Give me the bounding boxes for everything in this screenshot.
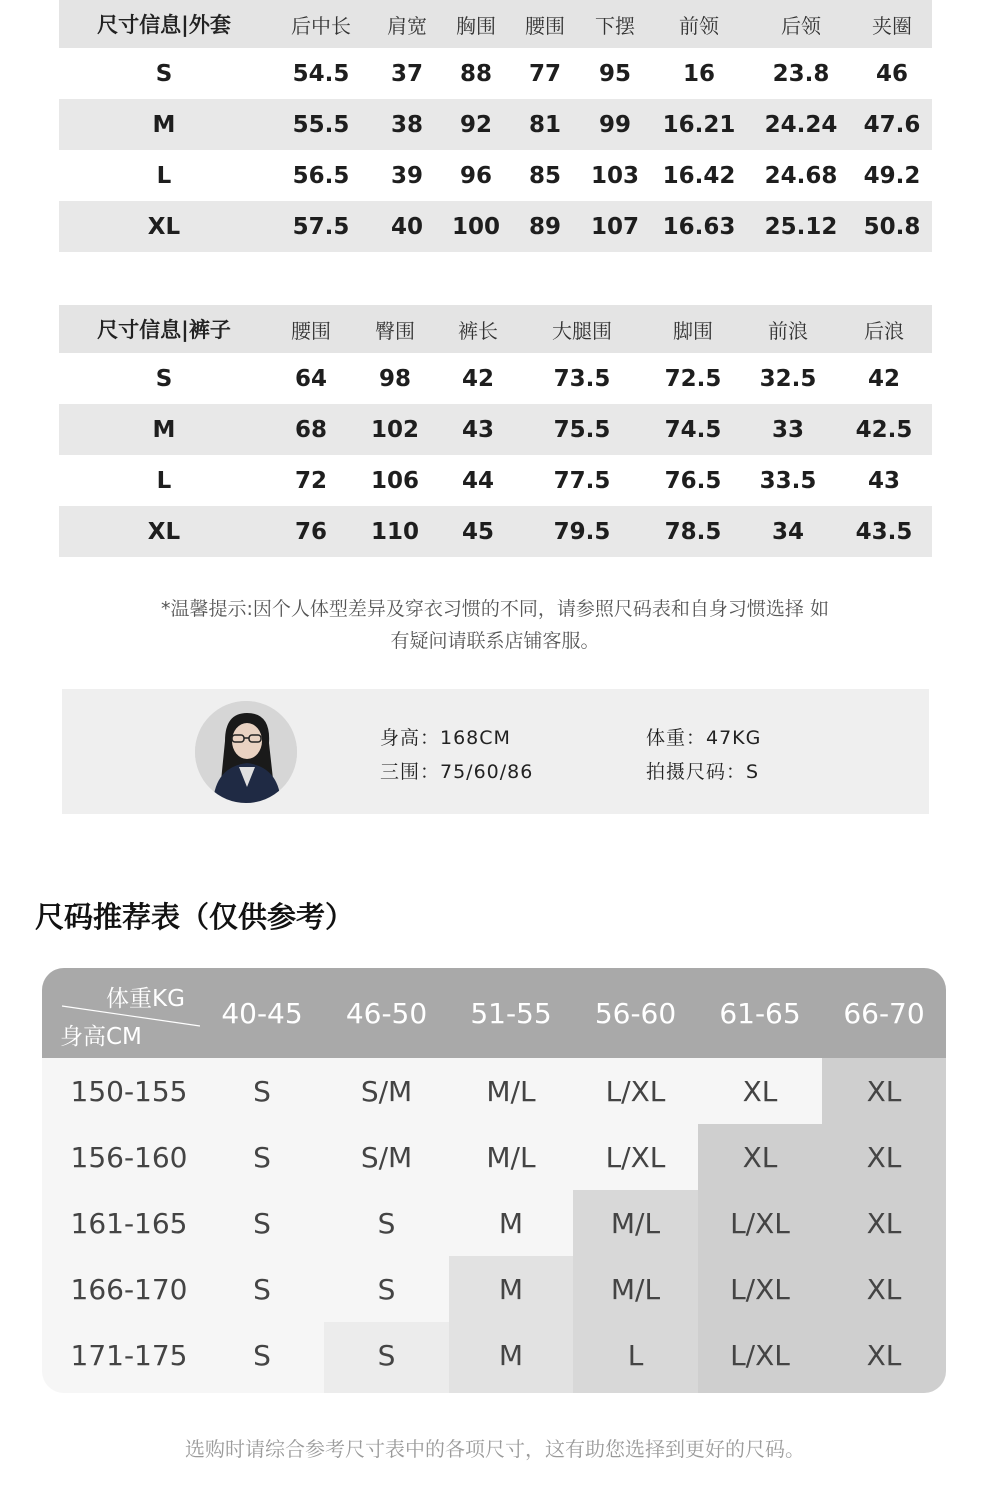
table-cell: 16.21 <box>662 111 736 138</box>
header-cell: 裤长 <box>458 318 498 343</box>
table-row <box>59 99 932 150</box>
size-recommendation-cell: M/L <box>486 1140 536 1174</box>
size-recommendation-cell: L/XL <box>605 1074 666 1108</box>
size-recommendation-cell: XL <box>866 1140 902 1174</box>
table-row <box>59 455 932 506</box>
size-cell: S <box>155 365 173 392</box>
table-row <box>59 201 932 252</box>
size-recommendation-cell: XL <box>742 1140 778 1174</box>
table-cell: 40 <box>390 213 423 240</box>
table-cell: 81 <box>528 111 561 138</box>
header-cell: 下摆 <box>595 13 635 38</box>
header-cell: 腰围 <box>291 318 331 343</box>
size-recommendation-cell: S/M <box>360 1074 413 1108</box>
sizing-tip <box>60 593 930 657</box>
table-row <box>59 353 932 404</box>
table-cell: 72 <box>294 467 327 494</box>
table-cell: 46 <box>875 60 908 87</box>
size-recommendation-cell: M/L <box>610 1272 661 1306</box>
size-recommendation-cell: S <box>377 1338 396 1372</box>
header-cell: 胸围 <box>456 13 496 38</box>
size-recommend-table <box>42 968 946 1393</box>
header-cell: 脚围 <box>673 318 713 343</box>
header-cell: 前浪 <box>768 318 808 343</box>
weight-range-header: 56-60 <box>594 996 677 1030</box>
header-cell: 尺寸信息|外套 <box>97 13 231 37</box>
corner-height-label: 身高CM <box>60 1023 142 1050</box>
corner-weight-label: 体重KG <box>106 985 185 1012</box>
table-row <box>59 150 932 201</box>
table-cell: 38 <box>390 111 423 138</box>
table-cell: 95 <box>598 60 631 87</box>
header-cell: 后中长 <box>291 13 351 38</box>
table-cell: 25.12 <box>764 213 838 240</box>
table-cell: 24.24 <box>764 111 838 138</box>
table-cell: 39 <box>390 162 423 189</box>
table-cell: 107 <box>590 213 639 240</box>
table-cell: 79.5 <box>553 518 611 545</box>
table-cell: 74.5 <box>664 416 722 443</box>
table-row <box>59 404 932 455</box>
model-portrait-icon <box>195 701 297 803</box>
table-cell: 98 <box>378 365 411 392</box>
size-recommendation-cell: XL <box>866 1272 902 1306</box>
size-recommendation-cell: XL <box>866 1206 902 1240</box>
table-cell: 24.68 <box>764 162 838 189</box>
table-cell: 44 <box>461 467 494 494</box>
table-cell: 102 <box>370 416 419 443</box>
size-recommendation-cell: M <box>498 1272 524 1306</box>
table-cell: 34 <box>771 518 804 545</box>
size-recommendation-cell: S <box>377 1272 396 1306</box>
size-recommendation-cell: S <box>377 1206 396 1240</box>
table-cell: 89 <box>528 213 561 240</box>
table-header-row <box>59 0 932 48</box>
size-recommendation-cell: XL <box>742 1074 778 1108</box>
table-cell: 73.5 <box>553 365 611 392</box>
size-recommendation-cell: M/L <box>610 1206 661 1240</box>
table-cell: 42.5 <box>855 416 913 443</box>
table-cell: 16.42 <box>662 162 736 189</box>
tip-line-1: *温馨提示:因个人体型差异及穿衣习惯的不同，请参照尺码表和自身习惯选择 如 <box>161 598 829 620</box>
table-cell: 47.6 <box>863 111 921 138</box>
table-row <box>59 48 932 99</box>
table-cell: 43 <box>461 416 494 443</box>
table-cell: 100 <box>451 213 500 240</box>
table-cell: 77 <box>528 60 561 87</box>
header-cell: 尺寸信息|裤子 <box>97 318 231 342</box>
size-recommendation-cell: XL <box>866 1074 902 1108</box>
recommend-header-row <box>42 968 946 1058</box>
table-cell: 75.5 <box>553 416 611 443</box>
table-cell: 57.5 <box>292 213 350 240</box>
model-info-panel <box>62 689 929 814</box>
table-cell: 106 <box>370 467 419 494</box>
footer-note: 选购时请综合参考尺寸表中的各项尺寸，这有助您选择到更好的尺码。 <box>185 1437 805 1461</box>
table-cell: 68 <box>294 416 327 443</box>
size-recommendation-cell: L/XL <box>730 1272 790 1306</box>
model-measurements: 三围：75/60/86 <box>380 761 534 783</box>
header-cell: 臀围 <box>375 318 415 343</box>
table-cell: 88 <box>459 60 492 87</box>
header-cell: 前领 <box>679 13 719 38</box>
weight-range-header: 66-70 <box>843 996 925 1030</box>
size-recommendation-cell: S <box>253 1206 271 1240</box>
header-cell: 腰围 <box>525 13 565 38</box>
table-cell: 76 <box>294 518 327 545</box>
height-range-label: 150-155 <box>70 1074 188 1108</box>
table-cell: 92 <box>459 111 492 138</box>
recommend-title: 尺码推荐表（仅供参考） <box>35 900 355 934</box>
size-cell: L <box>156 162 172 189</box>
table-cell: 32.5 <box>759 365 817 392</box>
header-cell: 大腿围 <box>552 318 612 343</box>
table-cell: 50.8 <box>863 213 921 240</box>
table-cell: 37 <box>390 60 423 87</box>
table-cell: 42 <box>461 365 494 392</box>
model-weight: 体重：47KG <box>646 727 762 749</box>
size-cell: XL <box>147 518 181 545</box>
size-recommendation-cell: L/XL <box>730 1206 790 1240</box>
table-cell: 56.5 <box>292 162 350 189</box>
size-cell: L <box>156 467 172 494</box>
size-recommendation-cell: S <box>253 1272 271 1306</box>
size-cell: M <box>152 111 176 138</box>
table-cell: 99 <box>598 111 631 138</box>
table-cell: 16.63 <box>662 213 736 240</box>
table-cell: 43.5 <box>855 518 913 545</box>
table-cell: 23.8 <box>772 60 830 87</box>
table-cell: 64 <box>294 365 327 392</box>
header-cell: 肩宽 <box>387 13 427 38</box>
header-cell: 后浪 <box>864 318 904 343</box>
size-cell: XL <box>147 213 181 240</box>
size-recommendation-cell: M <box>498 1338 524 1372</box>
size-recommendation-cell: S <box>253 1140 271 1174</box>
table-cell: 33 <box>771 416 804 443</box>
size-cell: M <box>152 416 176 443</box>
table-cell: 77.5 <box>553 467 611 494</box>
table-header-row <box>59 305 932 353</box>
tip-line-2: 有疑问请联系店铺客服。 <box>390 630 600 652</box>
table-cell: 103 <box>590 162 639 189</box>
weight-range-header: 40-45 <box>221 996 303 1030</box>
table-cell: 43 <box>867 467 900 494</box>
height-range-label: 171-175 <box>70 1338 188 1372</box>
height-range-label: 156-160 <box>70 1140 188 1174</box>
table-cell: 85 <box>528 162 561 189</box>
size-recommendation-cell: L/XL <box>730 1338 790 1372</box>
model-height: 身高：168CM <box>380 727 511 749</box>
table-cell: 76.5 <box>664 467 722 494</box>
table-row <box>59 506 932 557</box>
table-cell: 96 <box>459 162 492 189</box>
avatar <box>195 701 297 803</box>
weight-range-header: 61-65 <box>719 996 801 1030</box>
size-recommendation-cell: M <box>498 1206 524 1240</box>
size-recommendation-cell: S <box>253 1074 271 1108</box>
size-recommendation-cell: S/M <box>360 1140 413 1174</box>
header-cell: 夹圈 <box>872 13 912 38</box>
table-cell: 45 <box>461 518 494 545</box>
jacket-size-table <box>59 0 932 252</box>
height-range-label: 161-165 <box>70 1206 188 1240</box>
table-cell: 55.5 <box>292 111 350 138</box>
size-cell: S <box>155 60 173 87</box>
table-cell: 72.5 <box>664 365 722 392</box>
size-recommendation-cell: M/L <box>486 1074 536 1108</box>
header-cell: 后领 <box>781 13 821 38</box>
table-cell: 78.5 <box>664 518 722 545</box>
weight-range-header: 46-50 <box>345 996 428 1030</box>
size-recommendation-cell: L/XL <box>605 1140 666 1174</box>
pants-size-table <box>59 305 932 557</box>
table-cell: 16 <box>682 60 715 87</box>
size-recommendation-cell: XL <box>866 1338 902 1372</box>
weight-range-header: 51-55 <box>470 996 552 1030</box>
table-cell: 33.5 <box>759 467 817 494</box>
table-cell: 42 <box>867 365 900 392</box>
size-recommendation-cell: L <box>627 1338 644 1372</box>
table-cell: 49.2 <box>863 162 921 189</box>
table-cell: 110 <box>370 518 419 545</box>
height-range-label: 166-170 <box>70 1272 188 1306</box>
size-recommendation-cell: S <box>253 1338 271 1372</box>
model-size: 拍摄尺码：S <box>646 761 760 783</box>
table-cell: 54.5 <box>292 60 350 87</box>
